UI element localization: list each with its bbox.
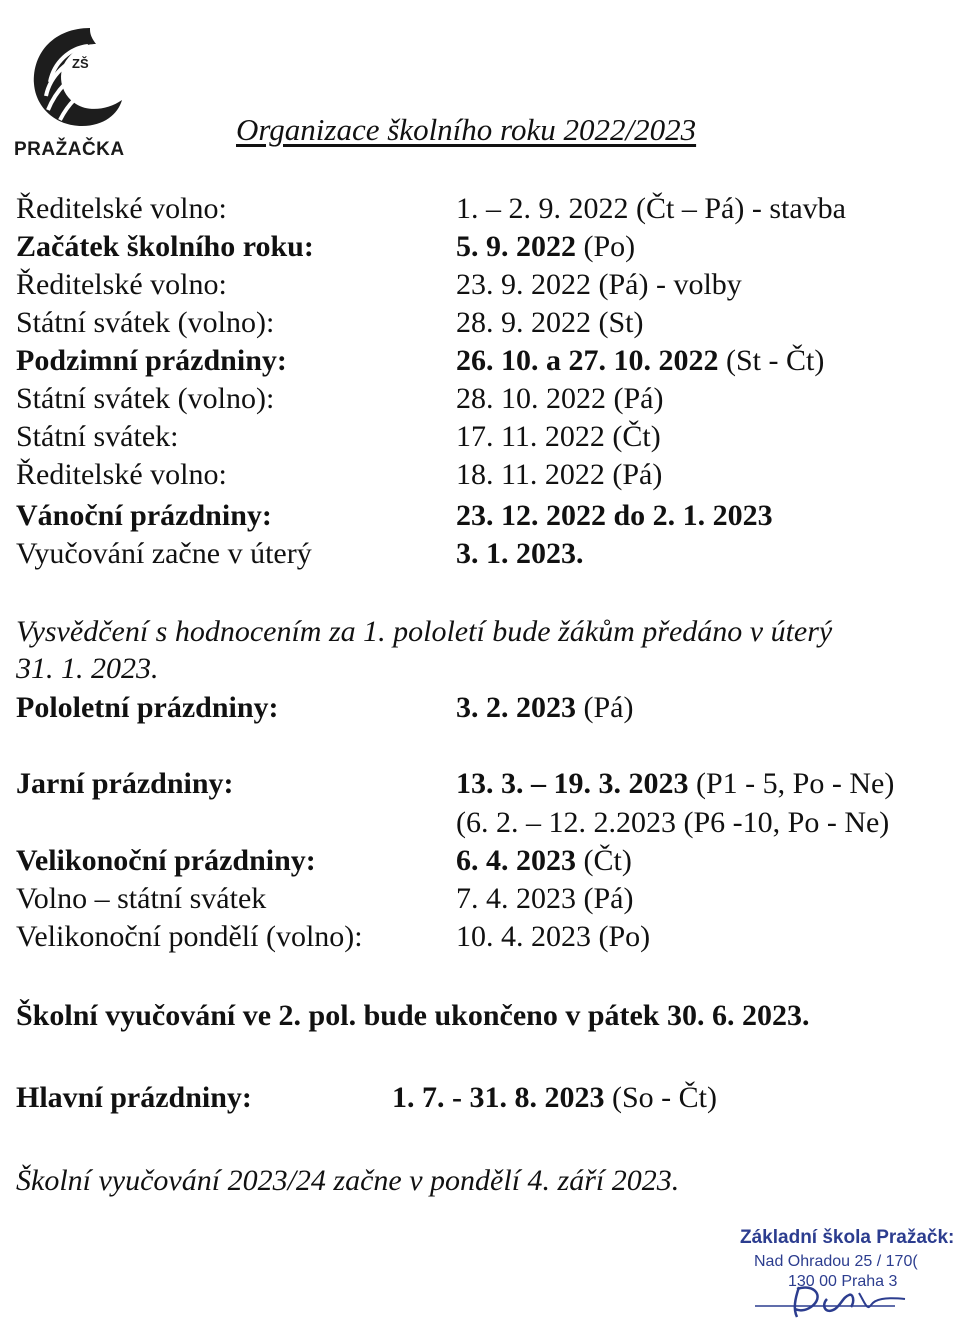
row-value-text: (6. 2. – 12. 2.2023 (P6 -10, Po - Ne) — [456, 806, 890, 839]
stamp-postcode: 130 00 Praha 3 — [788, 1273, 898, 1290]
row-label: Velikonoční pondělí (volno): — [16, 920, 363, 953]
row-value-text: 28. 9. 2022 (St) — [456, 306, 644, 339]
school-stamp — [740, 1226, 960, 1290]
row-label: Začátek školního roku: — [16, 230, 314, 263]
row-value — [456, 456, 662, 494]
row-value-bold: 3. 1. 2023. — [456, 537, 584, 570]
wave-logo-icon — [20, 22, 124, 132]
row-value — [456, 535, 584, 573]
row-label: Vyučování začne v úterý — [16, 537, 312, 570]
row-value-bold: 13. 3. – 19. 3. 2023 — [456, 767, 689, 800]
row-value-text: 7. 4. 2023 (Pá) — [456, 882, 634, 915]
row-label: Jarní prázdniny: — [16, 767, 234, 800]
row-value — [456, 880, 633, 918]
row-label: Pololetní prázdniny: — [16, 691, 279, 724]
row-value-bold: 23. 12. 2022 do 2. 1. 2023 — [456, 499, 773, 532]
row-label: Volno – státní svátek — [16, 882, 267, 915]
row-value — [456, 418, 661, 456]
end-of-year-note: Školní vyučování ve 2. pol. bude ukončeno v pátek 30. 6. 2023. — [16, 999, 810, 1032]
row-label: Hlavní prázdniny: — [16, 1081, 252, 1114]
signature-icon — [755, 1275, 945, 1325]
row-value-bold: 3. 2. 2023 — [456, 691, 576, 724]
row-value-text: (So - Čt) — [604, 1081, 717, 1114]
logo-name: PRAŽAČKA — [14, 139, 125, 160]
row-value-text: 1. – 2. 9. 2022 (Čt – Pá) - stavba — [456, 192, 846, 225]
row-label: Ředitelské volno: — [16, 458, 227, 491]
row-value — [456, 689, 633, 727]
row-value — [456, 342, 824, 380]
row-value-text: 18. 11. 2022 (Pá) — [456, 458, 663, 491]
row-value-bold: 6. 4. 2023 — [456, 844, 576, 877]
row-value — [456, 228, 635, 266]
school-logo — [14, 22, 132, 160]
report-note-line: Vysvědčení s hodnocením za 1. pololetí bude žákům předáno v úterý — [16, 615, 833, 648]
row-label: Ředitelské volno: — [16, 192, 227, 225]
next-year-note: Školní vyučování 2023/24 začne v pondělí 4. září 2023. — [16, 1164, 680, 1197]
row-value-text: (Po) — [576, 230, 636, 263]
row-value-bold: 1. 7. - 31. 8. 2023 — [392, 1081, 605, 1114]
row-value-text: (Čt) — [576, 844, 632, 877]
logo-mark: ZŠ — [72, 56, 89, 71]
row-label: Státní svátek: — [16, 420, 179, 453]
row-value — [456, 765, 894, 803]
row-value — [456, 380, 663, 418]
document-title: Organizace školního roku 2022/2023 — [236, 112, 697, 147]
row-value-text: (P1 - 5, Po - Ne) — [688, 767, 895, 800]
row-label: Vánoční prázdniny: — [16, 499, 272, 532]
row-value — [456, 304, 644, 342]
row-value-text: (St - Čt) — [718, 344, 825, 377]
row-label: Podzimní prázdniny: — [16, 344, 287, 377]
row-value-text: 10. 4. 2023 (Po) — [456, 920, 651, 953]
row-value — [456, 842, 632, 880]
stamp-school-name: Základní škola Pražačk: — [740, 1227, 955, 1248]
row-value — [456, 497, 773, 535]
report-note-line: 31. 1. 2023. — [16, 652, 159, 685]
stamp-address: Nad Ohradou 25 / 170( — [754, 1253, 918, 1270]
row-value-bold: 5. 9. 2022 — [456, 230, 576, 263]
row-label: Státní svátek (volno): — [16, 382, 275, 415]
row-label: Státní svátek (volno): — [16, 306, 275, 339]
row-value — [392, 1079, 717, 1117]
row-value-text: 23. 9. 2022 (Pá) - volby — [456, 268, 742, 301]
row-label: Ředitelské volno: — [16, 268, 227, 301]
row-value-bold: 26. 10. a 27. 10. 2022 — [456, 344, 719, 377]
row-label: Velikonoční prázdniny: — [16, 844, 316, 877]
row-value-text: 28. 10. 2022 (Pá) — [456, 382, 664, 415]
row-value — [456, 190, 846, 228]
row-value-text: (Pá) — [576, 691, 634, 724]
row-value — [456, 266, 742, 304]
row-value — [456, 918, 650, 956]
row-value-text: 17. 11. 2022 (Čt) — [456, 420, 661, 453]
